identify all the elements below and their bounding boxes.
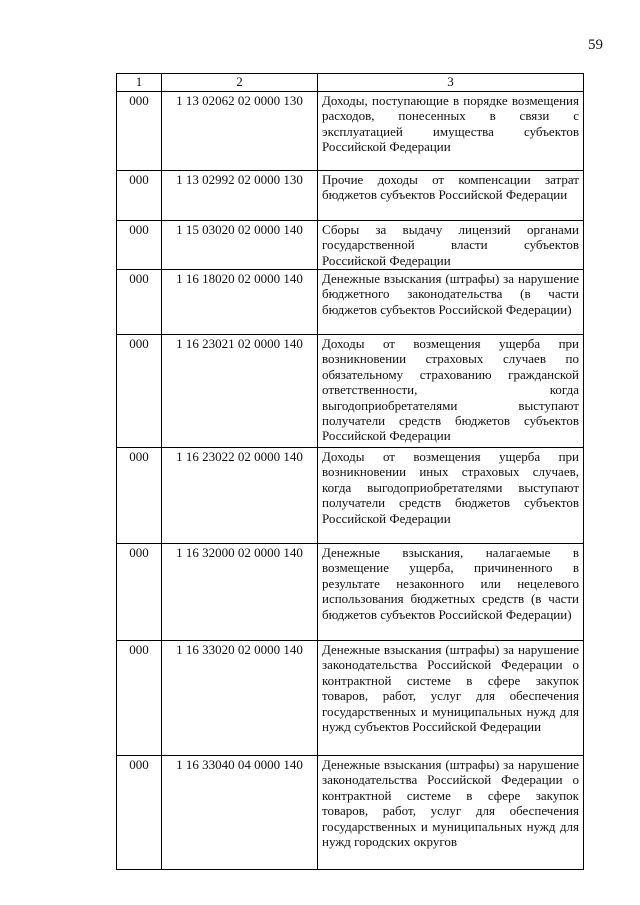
table-row	[117, 171, 584, 221]
budget-code-cell: 1 16 23022 02 0000 140	[162, 448, 318, 544]
admin-code-cell: 000	[117, 92, 162, 171]
description-cell: Денежные взыскания (штрафы) за нарушение законодательства Российской Федерации о контрактной системе в сфере закупок товаров, работ, услуг для обеспечения государственных и муниципальных нужд для нужд субъектов Российской Федерации	[318, 641, 584, 756]
table-row	[117, 92, 584, 171]
budget-code-cell: 1 16 32000 02 0000 140	[162, 544, 318, 641]
budget-code-cell: 1 16 33020 02 0000 140	[162, 641, 318, 756]
table-header-row	[117, 74, 584, 92]
column-header-2: 2	[162, 74, 318, 92]
page-number: 59	[588, 37, 603, 53]
budget-code-cell: 1 16 23021 02 0000 140	[162, 335, 318, 448]
description-cell: Прочие доходы от компенсации затрат бюджетов субъектов Российской Федерации	[318, 171, 584, 221]
admin-code-cell: 000	[117, 448, 162, 544]
admin-code-cell: 000	[117, 171, 162, 221]
admin-code-cell: 000	[117, 641, 162, 756]
description-cell: Доходы, поступающие в порядке возмещения расходов, понесенных в связи с эксплуатацией имущества субъектов Российской Федерации	[318, 92, 584, 171]
column-header-1: 1	[117, 74, 162, 92]
budget-code-cell: 1 13 02062 02 0000 130	[162, 92, 318, 171]
budget-code-cell: 1 13 02992 02 0000 130	[162, 171, 318, 221]
description-cell: Денежные взыскания, налагаемые в возмещение ущерба, причиненного в результате незаконного или нецелевого использования бюджетных средств (в части бюджетов субъектов Российской Федерации)	[318, 544, 584, 641]
budget-code-cell: 1 16 33040 04 0000 140	[162, 756, 318, 870]
column-header-3: 3	[318, 74, 584, 92]
admin-code-cell: 000	[117, 270, 162, 335]
admin-code-cell: 000	[117, 544, 162, 641]
budget-code-cell: 1 16 18020 02 0000 140	[162, 270, 318, 335]
table-row	[117, 448, 584, 544]
description-cell: Доходы от возмещения ущерба при возникновении страховых случаев по обязательному страхованию гражданской ответственности, когда выгодоприобретателями выступают получатели средств бюджетов субъектов Российской Федерации	[318, 335, 584, 448]
admin-code-cell: 000	[117, 756, 162, 870]
admin-code-cell: 000	[117, 335, 162, 448]
description-cell: Доходы от возмещения ущерба при возникновении иных страховых случаев, когда выгодоприобретателями выступают получатели средств бюджетов субъектов Российской Федерации	[318, 448, 584, 544]
table-row	[117, 756, 584, 870]
table-row	[117, 270, 584, 335]
table-row	[117, 335, 584, 448]
description-cell: Денежные взыскания (штрафы) за нарушение законодательства Российской Федерации о контрактной системе в сфере закупок товаров, работ, услуг для обеспечения государственных и муниципальных нужд для нужд городских округов	[318, 756, 584, 870]
table-row	[117, 641, 584, 756]
table-row	[117, 544, 584, 641]
budget-code-cell: 1 15 03020 02 0000 140	[162, 221, 318, 270]
admin-code-cell: 000	[117, 221, 162, 270]
description-cell: Денежные взыскания (штрафы) за нарушение бюджетного законодательства (в части бюджетов субъектов Российской Федерации)	[318, 270, 584, 335]
description-cell: Сборы за выдачу лицензий органами государственной власти субъектов Российской Федерации	[318, 221, 584, 270]
revenue-codes-table	[116, 73, 584, 870]
table-row	[117, 221, 584, 270]
